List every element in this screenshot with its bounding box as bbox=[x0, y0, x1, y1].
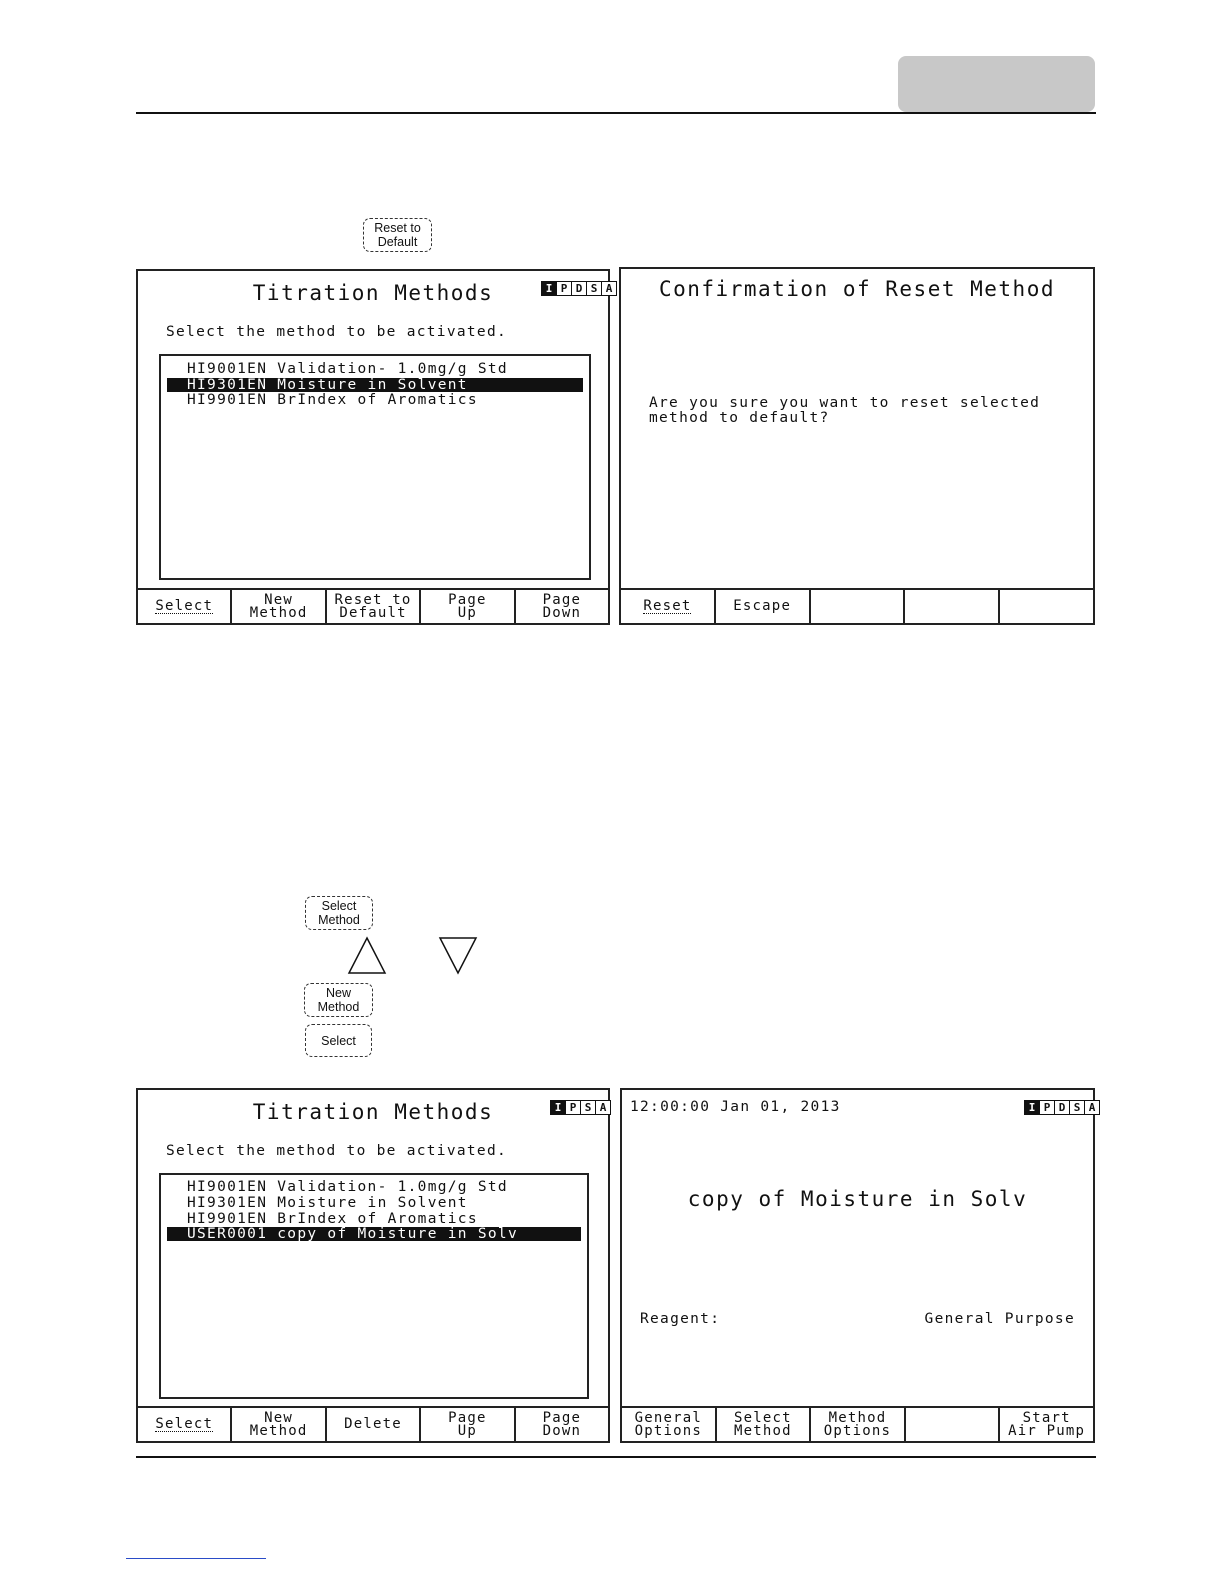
softkey-new-method[interactable]: New Method bbox=[232, 1408, 326, 1441]
titration-methods-screen bbox=[136, 269, 613, 625]
list-item-selected[interactable]: USER0001 copy of Moisture in Solv bbox=[167, 1227, 581, 1241]
new-method-key bbox=[304, 983, 373, 1017]
ipsa-s: S bbox=[587, 282, 602, 295]
softkey-select[interactable]: Select bbox=[138, 590, 232, 623]
ipsa-i: I bbox=[551, 1101, 566, 1114]
ipsa-d: D bbox=[572, 282, 587, 295]
datetime: 12:00:00 Jan 01, 2013 bbox=[630, 1099, 841, 1115]
list-item[interactable]: HI9001EN Validation- 1.0mg/g Std bbox=[187, 361, 508, 377]
select-key-label: Select bbox=[321, 1033, 356, 1048]
ipsa-a: A bbox=[596, 1101, 610, 1114]
list-item[interactable]: HI9301EN Moisture in Solvent bbox=[187, 1195, 468, 1211]
ipsa-p: P bbox=[557, 282, 572, 295]
ipsa-p: P bbox=[1040, 1101, 1055, 1114]
select-key bbox=[305, 1024, 372, 1057]
method-list[interactable] bbox=[159, 354, 591, 580]
footer-link-underline bbox=[126, 1558, 266, 1559]
method-list[interactable] bbox=[159, 1173, 589, 1399]
softkey-page-up[interactable]: Page Up bbox=[421, 1408, 515, 1441]
reset-to-default-key-label: Reset to Default bbox=[374, 221, 421, 249]
screen-prompt: Select the method to be activated. bbox=[166, 324, 508, 340]
list-item[interactable]: HI9901EN BrIndex of Aromatics bbox=[187, 1211, 478, 1227]
confirmation-message: Are you sure you want to reset selected method to default? bbox=[649, 395, 1041, 426]
ipsa-indicator bbox=[541, 281, 617, 296]
softkey-bar bbox=[138, 1406, 608, 1441]
ipsa-d: D bbox=[1055, 1101, 1070, 1114]
softkey-select-method[interactable]: Select Method bbox=[717, 1408, 812, 1441]
reset-to-default-key bbox=[363, 218, 432, 252]
softkey-empty-4 bbox=[905, 590, 1000, 623]
softkey-select[interactable]: Select bbox=[138, 1408, 232, 1441]
ipsa-s: S bbox=[581, 1101, 596, 1114]
ipsa-indicator bbox=[550, 1100, 611, 1115]
reagent-label: Reagent: bbox=[640, 1311, 721, 1327]
ipsa-i: I bbox=[1025, 1101, 1040, 1114]
ipsa-a: A bbox=[1085, 1101, 1099, 1114]
select-method-key-label: Select Method bbox=[318, 899, 360, 927]
softkey-empty-4 bbox=[906, 1408, 1001, 1441]
header-tab bbox=[898, 56, 1095, 112]
list-item[interactable]: HI9001EN Validation- 1.0mg/g Std bbox=[187, 1179, 508, 1195]
softkey-start-air-pump[interactable]: Start Air Pump bbox=[1008, 1409, 1086, 1439]
screen-title: Titration Methods bbox=[252, 1100, 494, 1124]
softkey-empty-3 bbox=[811, 590, 906, 623]
softkey-general-options[interactable]: General Options bbox=[622, 1408, 717, 1441]
new-method-key-label: New Method bbox=[317, 986, 360, 1014]
screen-title: Confirmation of Reset Method bbox=[658, 277, 1055, 301]
ipsa-a: A bbox=[602, 282, 616, 295]
footer-rule bbox=[136, 1456, 1096, 1458]
reagent-value: General Purpose bbox=[924, 1311, 1075, 1327]
ipsa-indicator bbox=[1024, 1100, 1100, 1115]
softkey-bar bbox=[138, 588, 608, 623]
softkey-bar bbox=[622, 1406, 1093, 1441]
ipsa-s: S bbox=[1070, 1101, 1085, 1114]
ipsa-i: I bbox=[542, 282, 557, 295]
arrow-up-icon bbox=[347, 936, 387, 976]
screen-prompt: Select the method to be activated. bbox=[166, 1143, 508, 1159]
method-name: copy of Moisture in Solv bbox=[687, 1187, 1028, 1211]
screen-title: Titration Methods bbox=[252, 281, 494, 305]
ipsa-p: P bbox=[566, 1101, 581, 1114]
softkey-page-down[interactable]: Page Down bbox=[542, 1409, 582, 1439]
header-rule bbox=[136, 112, 1096, 114]
softkey-delete[interactable]: Delete bbox=[327, 1408, 421, 1441]
softkey-page-up[interactable]: Page Up bbox=[421, 590, 515, 623]
arrow-down-icon bbox=[438, 936, 478, 976]
softkey-empty-5 bbox=[1000, 590, 1093, 623]
list-item-selected[interactable]: HI9301EN Moisture in Solvent bbox=[167, 378, 583, 392]
softkey-reset-to-default[interactable]: Reset to Default bbox=[327, 590, 421, 623]
softkey-escape[interactable]: Escape bbox=[716, 590, 811, 623]
softkey-method-options[interactable]: Method Options bbox=[811, 1408, 906, 1441]
list-item[interactable]: HI9901EN BrIndex of Aromatics bbox=[187, 392, 478, 408]
softkey-page-down[interactable]: Page Down bbox=[542, 591, 582, 621]
softkey-new-method[interactable]: New Method bbox=[232, 590, 326, 623]
main-screen bbox=[620, 1088, 1095, 1443]
softkey-bar bbox=[621, 588, 1093, 623]
titration-methods-screen-2 bbox=[136, 1088, 610, 1443]
softkey-reset[interactable]: Reset bbox=[621, 590, 716, 623]
select-method-key bbox=[305, 896, 373, 930]
confirmation-screen bbox=[619, 267, 1095, 625]
